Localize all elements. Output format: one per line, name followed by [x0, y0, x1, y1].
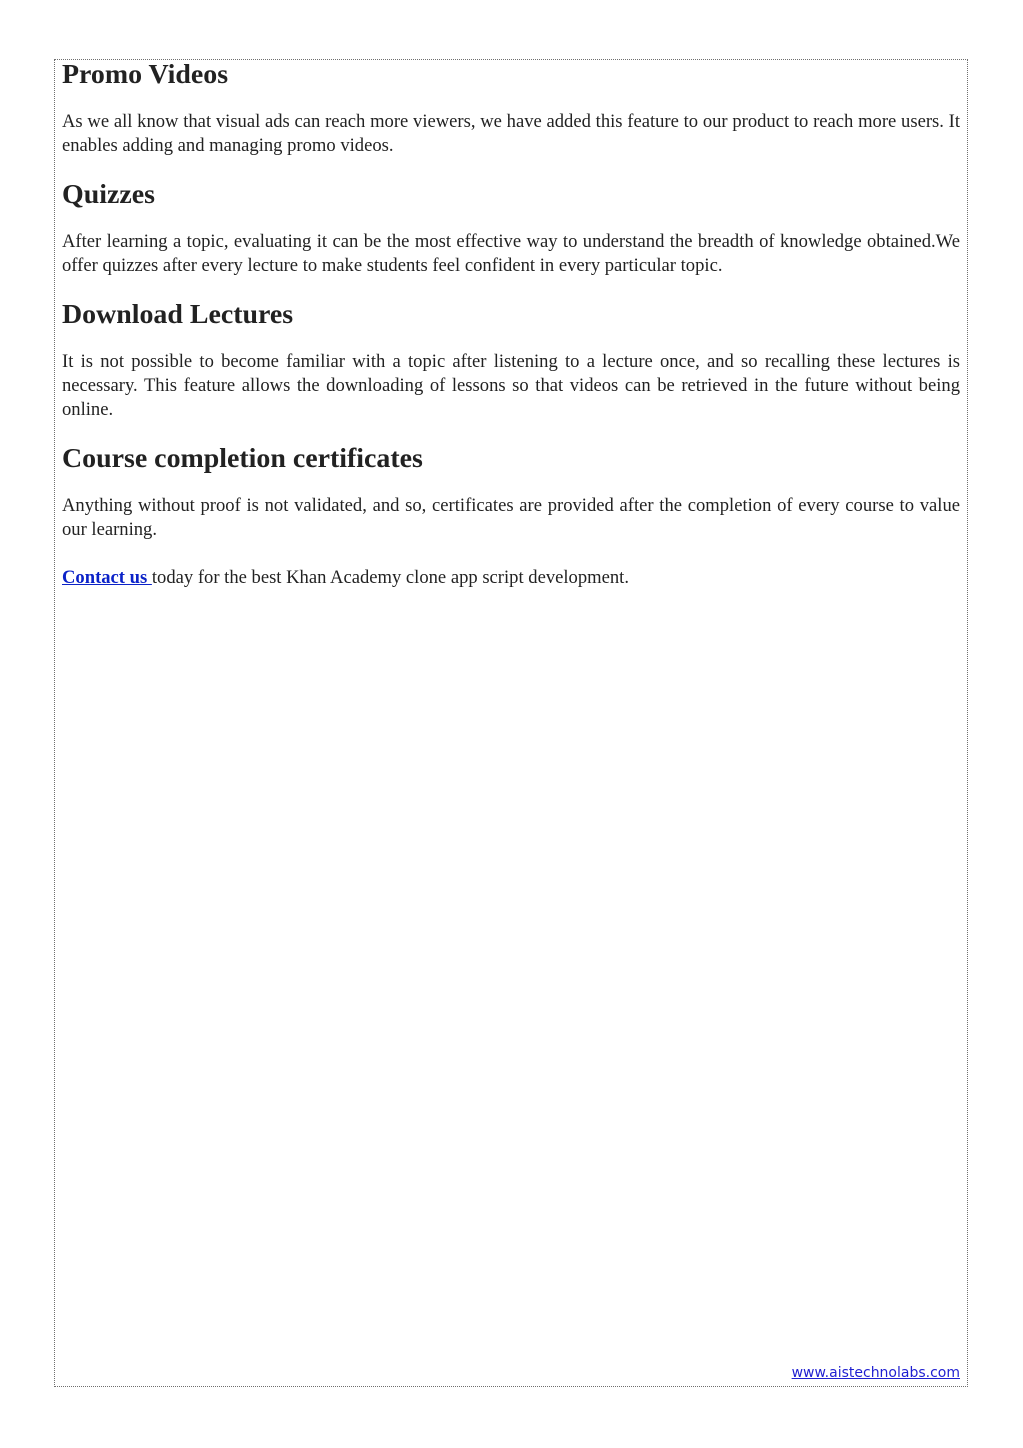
section-body-quizzes: After learning a topic, evaluating it can be the most effective way to understand the breadth of knowledge obtained.We offer quizzes after every lecture to make students feel confident in every particular topic. [62, 231, 960, 276]
section-body-download-lectures: It is not possible to become familiar with a topic after listening to a lecture once, and so recalling these lectures is necessary. This feature allows the downloading of lessons so that videos can be retrieved in the future without being online. [62, 351, 960, 420]
section-body-certificates: Anything without proof is not validated, and so, certificates are provided after the completion of every course to value our learning. [62, 495, 960, 540]
section-heading-certificates: Course completion certificates [62, 443, 423, 474]
document-content [62, 59, 960, 590]
contact-paragraph-text: today for the best Khan Academy clone app script development. [151, 567, 629, 588]
footer-website-link[interactable]: www.aistechnolabs.com [791, 1365, 960, 1381]
section-heading-download-lectures: Download Lectures [62, 299, 294, 330]
section-heading-quizzes: Quizzes [62, 179, 155, 210]
section-heading-promo-videos: Promo Videos [62, 59, 229, 90]
section-body-promo-videos: As we all know that visual ads can reach more viewers, we have added this feature to our product to reach more users. It enables adding and managing promo videos. [62, 111, 960, 156]
contact-us-link[interactable]: Contact us [62, 567, 152, 588]
contact-paragraph [62, 566, 960, 590]
